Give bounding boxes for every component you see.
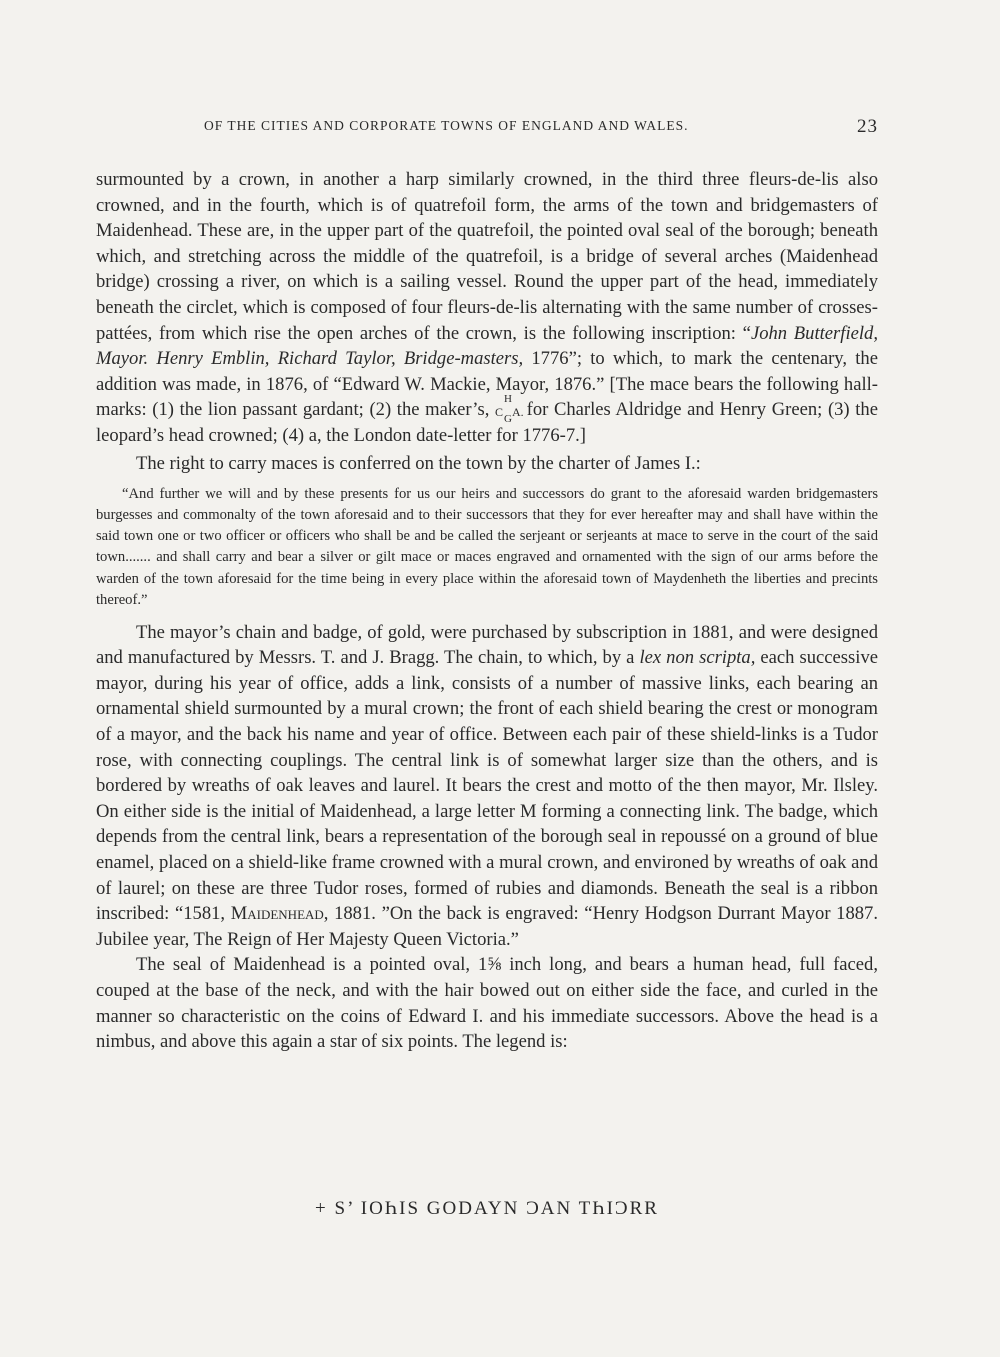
text-run: The mayor’s chain and badge, of gold, were purchased by subscription in 1881, and were designed and manufactured by Messrs. T. and J. Bragg. The chain, to which, by a [96,621,878,669]
paragraph-charter: The right to carry maces is conferred on the town by the charter of James I.: [136,452,701,474]
makers-mark [494,393,524,426]
text-run: each successive mayor, during his year of office, adds a link, consists of a number of massive links, each bearing an ornamental shield surmounted by a mural crown; the front of each shield bearing the crest or monogram of a mayor, and the back his name and year of office. Between each pair of these shield-links is a Tudor rose, with connecting couplings. The central link is of somewhat larger size than the others, and is bordered by wreaths of oak leaves and laurel. It bears the crest and motto of the then mayor, Mr. Ilsley. On either side is the initial of Maidenhead, a large letter M forming a connecting link. The badge, which depends from the central link, bears a representation of the borough seal in repoussé on a ground of blue enamel, placed on a shield-like frame crowned with a mural crown, and environed by wreaths of oak and of laurel; on these are three Tudor roses, formed of rubies and diamonds. Beneath the seal is a ribbon inscribed: “1581, [96,647,878,925]
header-title: OF THE CITIES AND CORPORATE TOWNS OF ENGLAND AND WALES. [204,118,689,133]
latin-phrase: lex non scripta, [639,647,756,669]
charter-quotation: “And further we will and by these presents for us our heirs and successors do grant to the aforesaid warden bridgemasters burgesses and commonalty of the town aforesaid and to their successors that they for ever hereafter may and shall have within the said town one or two officer or officers who shall be and be called the serjeant or serjeants at mace to serve in the court of the said town....... and shall carry and bear a silver or gilt mace or maces engraved and ornamented with the sign of our arms before the warden of the town aforesaid for the time being in every place within the aforesaid town of Maydenheth the liberties and precints thereof.” [96,486,878,608]
paragraph-seal: The seal of Maidenhead is a pointed oval, 1⅝ inch long, and bears a human head, full faced, couped at the base of the neck, and with the hair bowed out on either side the face, and curled in the manner so characteristic on the coins of Edward I. and his immediate successors. Above the head is a nimbus, and above this again a star of six points. The legend is: [96,954,878,1053]
small-caps-maidenhead: Maidenhead [230,903,324,925]
seal-legend: + S’ IOҺIS GODAYN ƆAN TҺIƆRR [315,1198,659,1219]
makers-mark-g: G [503,413,512,426]
makers-mark-a: A. [511,405,524,420]
running-header [96,116,878,137]
page-number: 23 [857,116,878,137]
text-run: surmounted by a crown, in another a harp similarly crowned, in the third three fleurs-de-lis also crowned, and in the fourth, which is of quatrefoil form, the arms of the town and bridgemasters of Maidenhead. These are, in the upper part of the quatrefoil, the pointed oval seal of the borough; beneath which, and stretching across the middle of the quatrefoil, is a bridge of several arches (Maidenhead bridge) crossing a river, on which is a sailing vessel. Round the upper part of the head, immediately beneath the circlet, which is composed of four fleurs-de-lis alternating with the same number of crosses-pattées, from which rise the open arches of the crown, is the following inscription: “ [96,169,878,344]
body-text [96,167,878,1055]
text-run: for Charles Aldridge and Henry Green; (3) the leopard’s head crowned; (4) a, the London date-letter for 1776-7.] [96,399,878,446]
paragraph-mace-description [96,167,878,449]
makers-mark-h: H [503,393,512,406]
text-run: 1776”; to which, to mark the centenary, the addition was made, in 1876, of “Edward W. Mackie, Mayor, 1876.” [The mace bears the following hall-marks: (1) the lion passant gardant; (2) the maker’s, [96,348,878,421]
inscription-italic: John Butterfield, Mayor. Henry Emblin, Richard Taylor, Bridge-masters, [96,322,878,370]
text-run: , 1881. ”On the back is engraved: “Henry Hodgson Durrant Mayor 1887. Jubilee year, The Reign of Her Majesty Queen Victoria.” [96,903,878,950]
makers-mark-c: C [494,405,503,420]
paragraph-chain-badge [96,620,878,953]
